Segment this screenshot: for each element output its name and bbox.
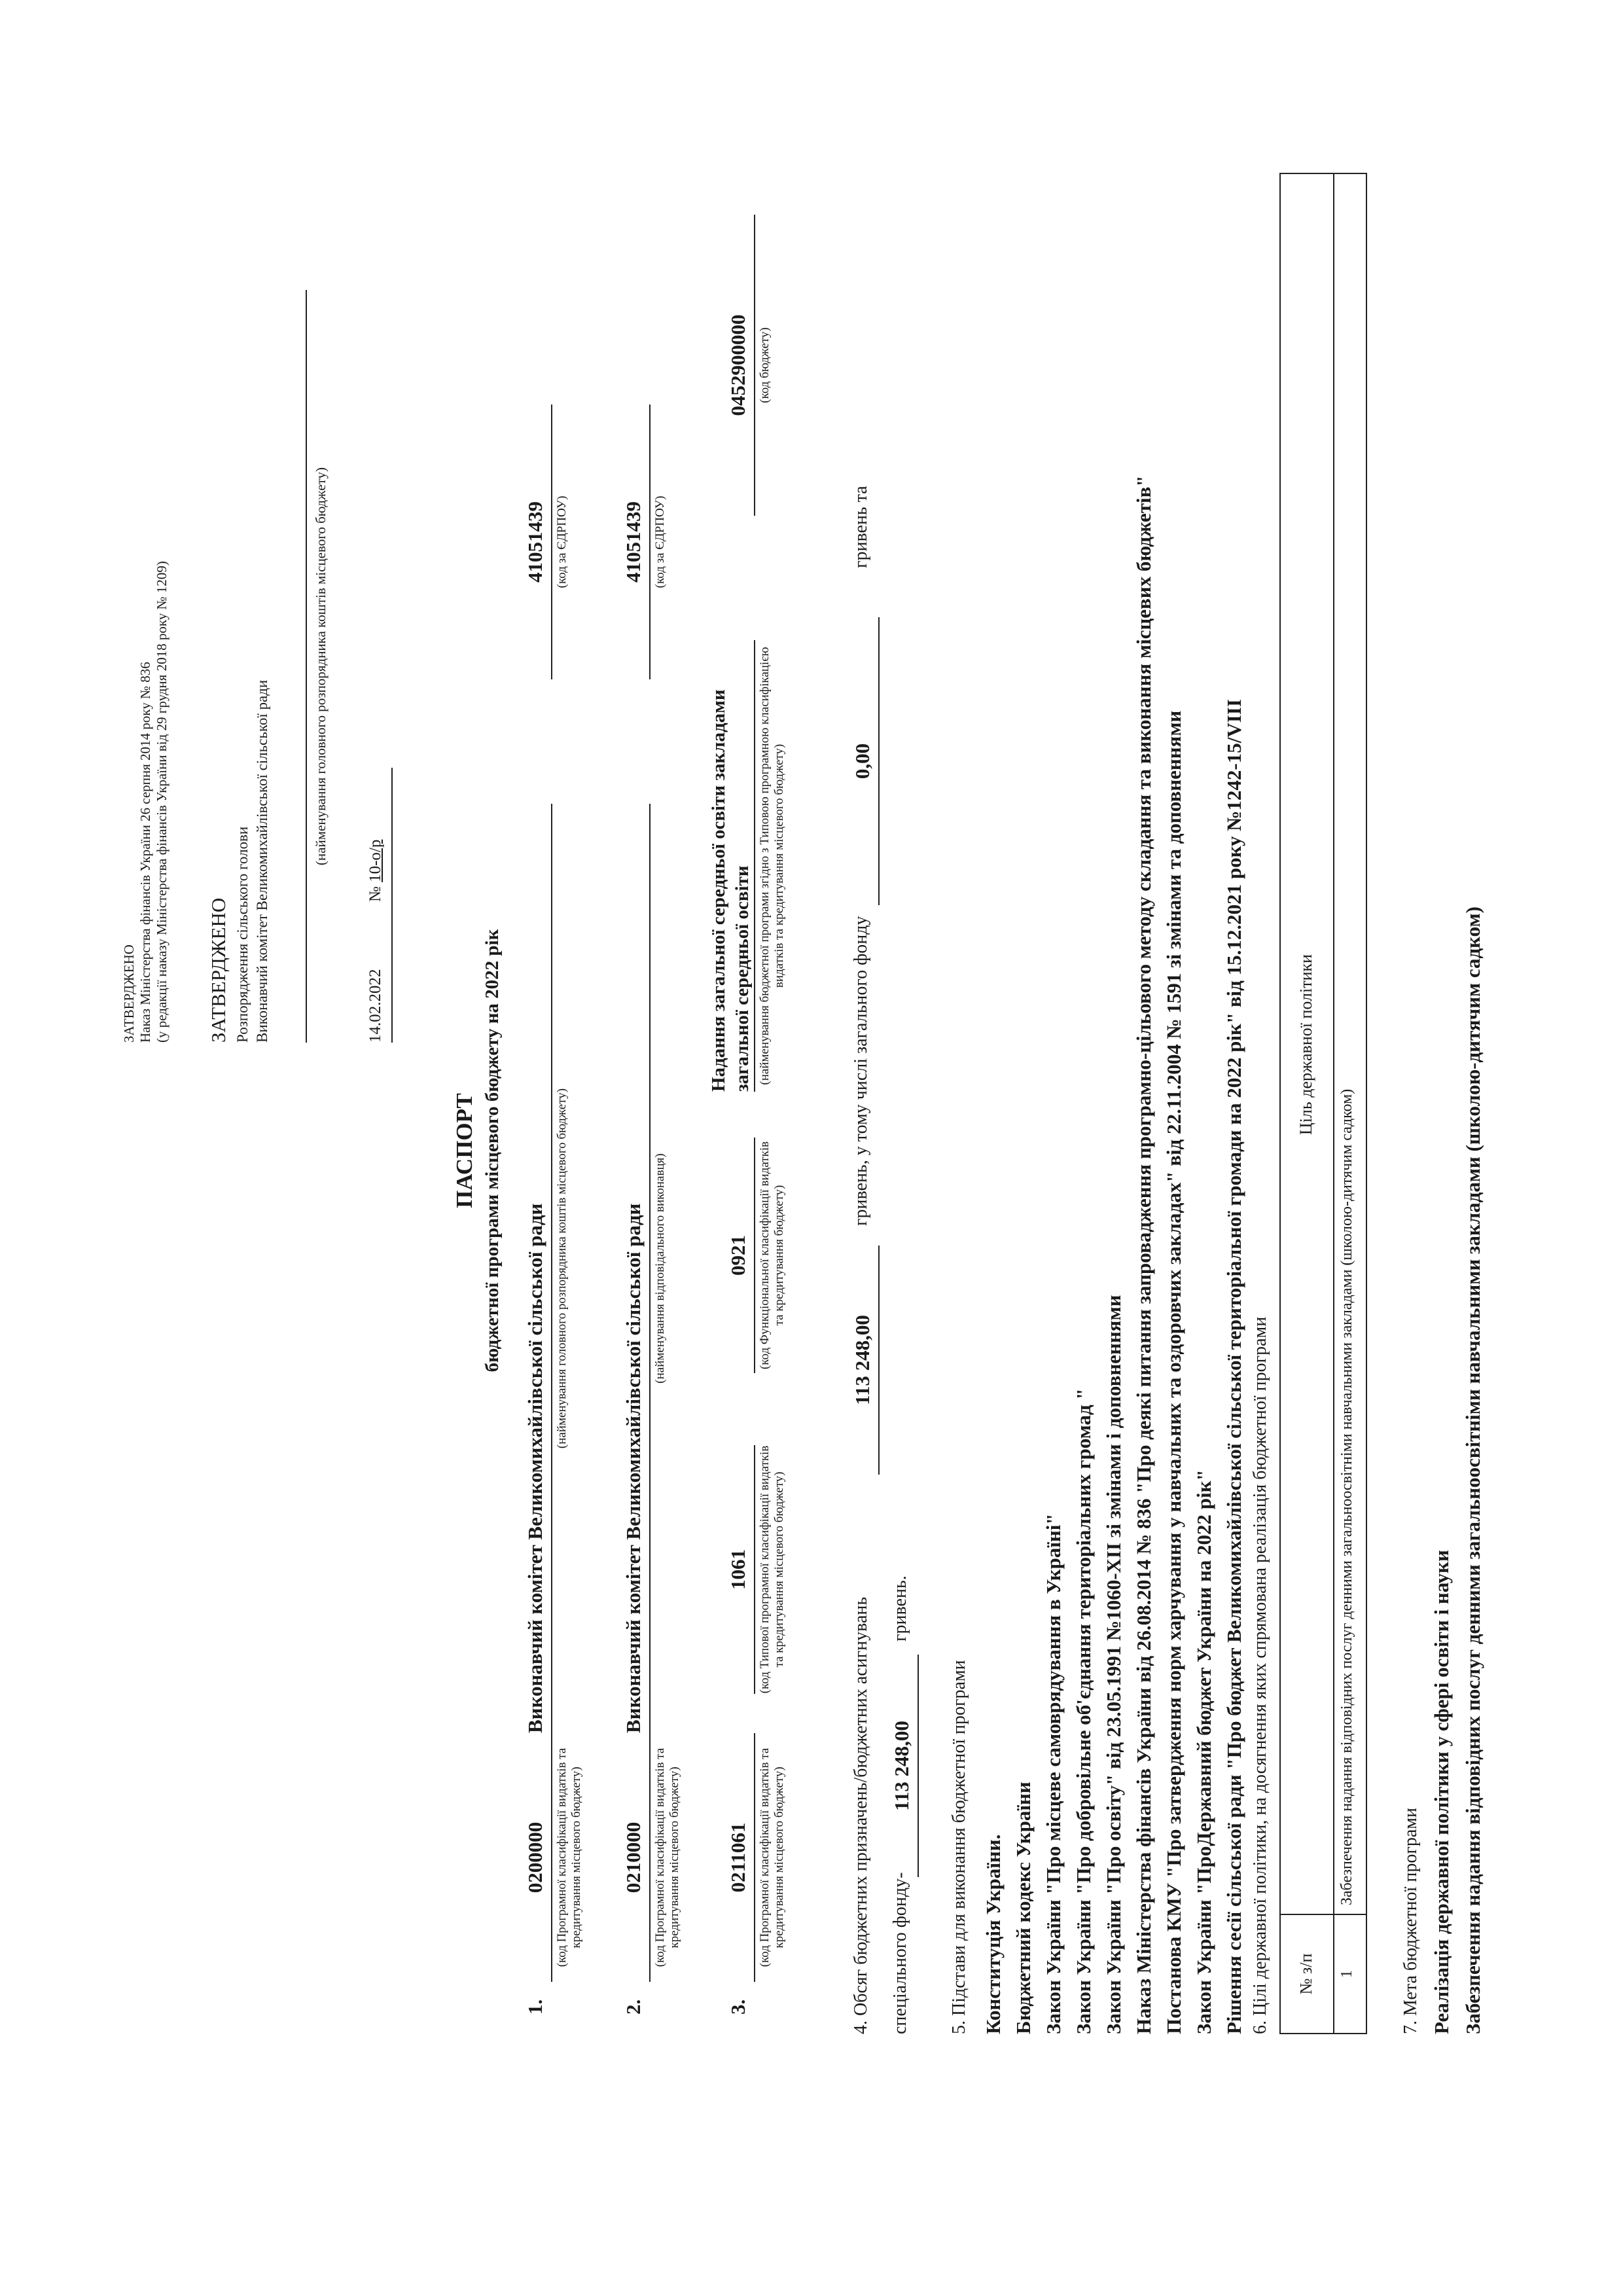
section4-end-text: гривень та <box>851 486 871 568</box>
row2-name-caption: (найменування відповідального виконавця) <box>653 1153 667 1384</box>
row1-code: 0200000 <box>524 1821 546 1893</box>
section4-general: 0,00 <box>851 743 874 780</box>
row3-num: 3. <box>726 1999 749 2015</box>
basis-item: Рішення сесії сільської ради "Про бюджет Великомихайлівської сільської територіальної громади на 2022 рік" від 15.12.2021 року №1242-15/VIII <box>1222 699 1245 2034</box>
row3-typical-underline <box>754 1445 755 1694</box>
row3-name: Надання загальної середньої освіти закладами загальної середньої освіти <box>708 689 753 1092</box>
basis-item: Закон України "Про місцеве самоврядування в Україні" <box>1042 1513 1065 2034</box>
section4-label: 4. Обсяг бюджетних призначень/бюджетних асигнувань <box>851 1596 871 2034</box>
row1-name: Виконавчий комітет Великомихайлівської сільської ради <box>524 1203 546 1733</box>
section4-total-underline <box>878 1246 880 1475</box>
approval-top-line1: ЗАТВЕРДЖЕНО <box>121 944 137 1043</box>
goals-table-header-line <box>1333 174 1334 2033</box>
section5-list <box>978 188 1249 2034</box>
approved-heading: ЗАТВЕРДЖЕНО <box>207 897 230 1043</box>
approved-date: 14.02.2022 <box>366 969 384 1043</box>
row2-code: 0210000 <box>622 1821 645 1893</box>
row1-name-caption: (найменування головного розпорядника коштів місцевого бюджету) <box>555 1088 569 1449</box>
goals-row-num: 1 <box>1338 1970 1355 1978</box>
row2-name-underline <box>649 804 651 1733</box>
section6-heading: 6. Цілі державної політики, на досягнення яких спрямована реалізація бюджетної програми <box>1250 1316 1270 2034</box>
approval-top <box>121 323 171 1043</box>
row1-edrpou-underline <box>551 404 552 679</box>
row2-code-caption: (код Програмної класифікації видатків та кредитування місцевого бюджету) <box>653 1748 681 1967</box>
title-block <box>452 594 503 1707</box>
row3-name-caption: (найменування бюджетної програми згідно з Типовою програмною класифікацією видатків та кредитування місцевого бюджету) <box>758 647 786 1085</box>
row2-name: Виконавчий комітет Великомихайлівської сільської ради <box>622 1203 645 1733</box>
section4-mid-text: гривень, у тому числі загального фонду <box>851 916 871 1226</box>
approved-line2: Виконавчий комітет Великомихайлівської сільської ради <box>254 679 270 1043</box>
approved-line1: Розпорядження сільського голови <box>234 826 251 1043</box>
row2-num: 2. <box>622 1999 645 2015</box>
row1-edrpou: 41051439 <box>524 501 546 583</box>
row3-func-code: 0921 <box>726 1235 749 1276</box>
row3-typical-code: 1061 <box>726 1549 749 1590</box>
section4-special-label: спеціального фонду- <box>890 1872 910 2034</box>
approved-caption: (найменування головного розпорядника коштів місцевого бюджету) <box>313 467 329 866</box>
page-subtitle: бюджетної програми місцевого бюджету на 2022 рік <box>482 929 503 1372</box>
row3-func-caption: (код Функціональної класифікації видатків та кредитування бюджету) <box>758 1141 786 1370</box>
basis-item: Закон України "Про освіту" від 23.05.1991 №1060-XII зі змінами і доповненнями <box>1102 1295 1125 2034</box>
approved-number: 10-о/р <box>366 839 384 882</box>
approved-number-label: № <box>366 886 384 902</box>
goals-col-goal: Ціль державної політики <box>1296 954 1315 1136</box>
section7-heading: 7. Мета бюджетної програми <box>1400 1808 1421 2034</box>
row3-code-underline <box>754 1733 755 1982</box>
section4-total: 113 248,00 <box>851 1315 874 1405</box>
basis-item: Наказ Міністерства фінансів України від 26.08.2014 № 836 "Про деякі питання запровадження програмно-цільового методу складання та виконання місцевих бюджетів" <box>1132 475 1155 2034</box>
row2-edrpou: 41051439 <box>622 501 645 583</box>
row3-typical-caption: (код Типової програмної класифікації видатків та кредитування місцевого бюджету) <box>758 1445 786 1694</box>
row3-func-underline <box>754 1138 755 1373</box>
page-title: ПАСПОРТ <box>452 1093 477 1208</box>
row1-code-underline <box>551 1733 552 1982</box>
basis-item: Конституція України. <box>982 1834 1005 2034</box>
row3-budget-caption: (код бюджету) <box>758 327 772 403</box>
row1-num: 1. <box>524 1999 546 2015</box>
approval-top-line2: Наказ Міністерства фінансів України 26 серпня 2014 року № 836 <box>137 662 154 1043</box>
row1-code-caption: (код Програмної класифікації видатків та кредитування місцевого бюджету) <box>555 1748 583 1967</box>
section4-special-underline <box>918 1655 919 1877</box>
basis-item: Закон України "ПроДержавний бюджет України на 2022 рік" <box>1192 1469 1215 2034</box>
basis-item: Закон України "Про добровільне об'єднання територіальних громад " <box>1072 1388 1095 2034</box>
approval-top-line3: (у редакції наказу Міністерства фінансів України від 29 грудня 2018 року № 1209) <box>154 561 170 1043</box>
section7-line2: Забезпечення надання відповідних послуг денними загальноосвітніми навчальними закладами (школою-дитячим садком) <box>1461 906 1484 2034</box>
goals-col-num: № з/п <box>1296 1953 1315 1995</box>
approved-date-line <box>366 323 385 1043</box>
goals-table <box>1279 173 1367 2034</box>
row1-edrpou-caption: (код за ЄДРПОУ) <box>555 495 569 588</box>
row2-edrpou-caption: (код за ЄДРПОУ) <box>653 495 667 588</box>
row3-budget-underline <box>754 215 755 516</box>
section4-general-underline <box>878 617 880 905</box>
basis-item: Бюджетний кодекс України <box>1012 1782 1035 2034</box>
approved-underline <box>306 290 307 1043</box>
row3-name-underline <box>754 640 755 1092</box>
goals-row-goal: Забезпечення надання відповідних послуг денними загальноосвітніми навчальними закладами (школою-дитячим садком) <box>1338 1088 1355 1905</box>
section5-heading: 5. Підстави для виконання бюджетної програми <box>949 1660 969 2034</box>
section4-special-unit: гривень. <box>890 1575 910 1641</box>
approved-date-underline <box>391 768 393 1043</box>
row2-edrpou-underline <box>649 404 651 679</box>
row3-code: 0211061 <box>726 1822 749 1893</box>
row3-code-caption: (код Програмної класифікації видатків та кредитування місцевого бюджету) <box>758 1748 786 1967</box>
approved-block <box>207 290 271 1043</box>
row1-name-underline <box>551 804 552 1733</box>
section4-special: 113 248,00 <box>890 1721 913 1811</box>
row2-code-underline <box>649 1733 651 1982</box>
section7-line1: Реалізація державної політики у сфері освіти і науки <box>1430 1550 1453 2034</box>
row3-budget-code: 0452900000 <box>726 314 749 416</box>
basis-item: Постанова КМУ "Про затвердження норм харчування у навчальних та оздоровчих закладах" від 22.11.2004 № 1591 зі змінами та доповненнями <box>1162 710 1185 2034</box>
